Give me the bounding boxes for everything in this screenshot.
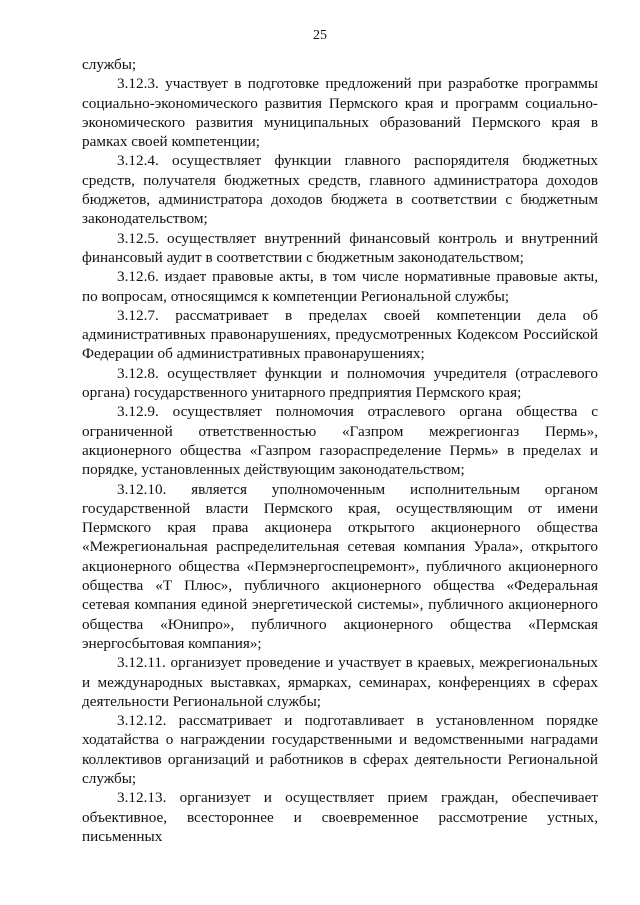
paragraph-3-12-11: 3.12.11. организует проведение и участвует в краевых, межрегиональных и международных выставках, ярмарках, семинарах, конференциях в сферах деятельности Региональной службы; (82, 654, 598, 710)
paragraph-3-12-6: 3.12.6. издает правовые акты, в том числе нормативные правовые акты, по вопросам, относящимся к компетенции Региональной службы; (82, 268, 598, 305)
paragraph-3-12-10: 3.12.10. является уполномоченным исполнительным органом государственной власти Пермского края, осуществляющим от имени Пермского края права акционера открытого акционерного общества «Межрегиональная распределительная сетевая компания Урала», открытого акционерного общества «Пермэнергоспецремонт», публичного акционерного общества «Т Плюс», публичного акционерного общества «Федеральная сетевая компания единой энергетической системы», публичного акционерного общества «Юнипро», публичного акционерного общества «Пермская энергосбытовая компания»; (82, 480, 598, 652)
document-body (82, 55, 598, 846)
paragraph-3-12-7: 3.12.7. рассматривает в пределах своей компетенции дела об административных правонарушениях, предусмотренных Кодексом Российской Федерации об административных правонарушениях; (82, 306, 598, 363)
paragraph-3-12-9: 3.12.9. осуществляет полномочия отраслевого органа общества с ограниченной ответственностью «Газпром межрегионгаз Пермь», акционерного общества «Газпром газораспределение Пермь» в пределах и порядке, установленных действующим законодательством; (82, 403, 598, 479)
paragraph-3-12-3: 3.12.3. участвует в подготовке предложений при разработке программы социально-экономического развития Пермского края и программ социально-экономического развития муниципальных образований Пермского края в рамках своей компетенции; (82, 75, 598, 151)
paragraph-continuation: службы; (82, 56, 137, 73)
paragraph-3-12-12: 3.12.12. рассматривает и подготавливает в установленном порядке ходатайства о награждении государственными и ведомственными наградами коллективов организаций и работников в сферах деятельности Региональной службы; (82, 712, 598, 787)
page-number: 25 (313, 28, 327, 43)
paragraph-3-12-13: 3.12.13. организует и осуществляет прием граждан, обеспечивает объективное, всестороннее и своевременное рассмотрение устных, письменных (82, 789, 598, 845)
paragraph-3-12-5: 3.12.5. осуществляет внутренний финансовый контроль и внутренний финансовый аудит в соответствии с бюджетным законодательством; (82, 229, 598, 266)
paragraph-3-12-8: 3.12.8. осуществляет функции и полномочия учредителя (отраслевого органа) государственного унитарного предприятия Пермского края; (82, 364, 598, 402)
paragraph-3-12-4: 3.12.4. осуществляет функции главного распорядителя бюджетных средств, получателя бюджетных средств, главного администратора доходов бюджетов, администратора доходов бюджета в соответствии с бюджетным законодательством; (82, 152, 598, 228)
